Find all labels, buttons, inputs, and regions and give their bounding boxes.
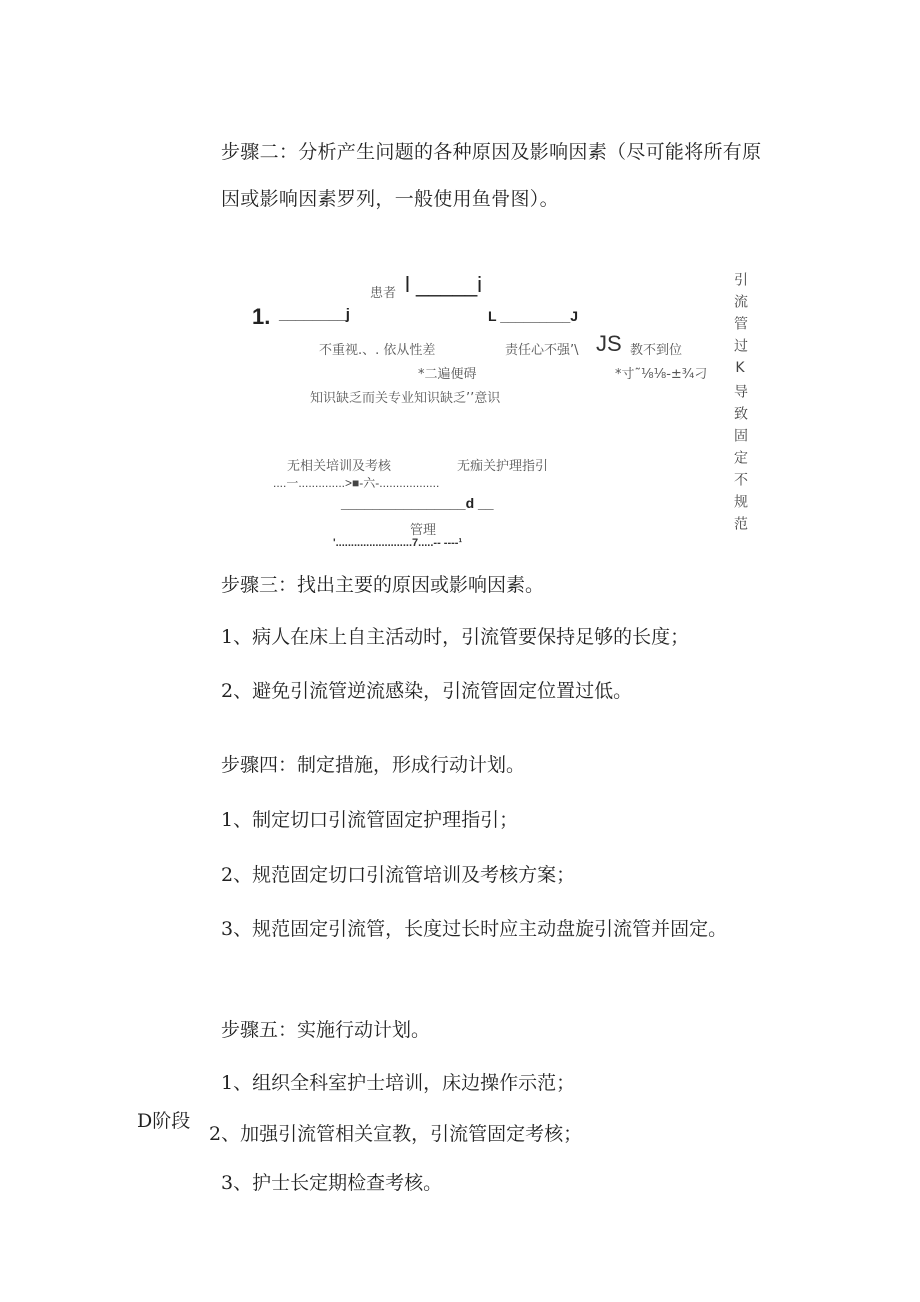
fishbone-cause-education: 教不到位 xyxy=(630,343,683,358)
fishbone-cause-not-valued: 不重视.、. 依从性差 xyxy=(319,343,436,358)
fishbone-spine-dotted-line: ....一..............>■-六-.................. xyxy=(273,476,440,490)
fishbone-category-management: 管理 xyxy=(410,523,437,538)
fishbone-branch-line-bottom: ________________d __ xyxy=(341,495,494,511)
step5-item-3: 3、护士长定期检查考核。 xyxy=(221,1172,443,1194)
fishbone-number-one: 1. xyxy=(252,304,271,329)
step5-item-2: 2、加强引流管相关宣教，引流管固定考核； xyxy=(209,1123,583,1145)
fishbone-branch-line-left: ________j xyxy=(279,306,350,323)
fishbone-cause-barrier: *二遍便碍 xyxy=(418,367,477,382)
fishbone-cause-no-training: 无相关培训及考核 xyxy=(287,459,392,474)
fishbone-patient-marker: l _____i xyxy=(405,272,483,297)
step4-title: 步骤四：制定措施，形成行动计划。 xyxy=(221,754,526,776)
phase-label-d: D阶段 xyxy=(137,1110,191,1132)
fishbone-patient-label: 患者 xyxy=(370,286,397,301)
step4-item-1: 1、制定切口引流管固定护理指引； xyxy=(221,809,519,831)
step2-text-line2: 因或影响因素罗列，一般使用鱼骨图）。 xyxy=(221,188,559,210)
fishbone-effect-vertical-text: 引流管过K导致固定不规范 xyxy=(732,272,748,538)
step5-title: 步骤五：实施行动计划。 xyxy=(221,1019,431,1041)
step3-title: 步骤三：找出主要的原因或影响因素。 xyxy=(221,574,545,596)
step4-item-3: 3、规范固定引流管，长度过长时应主动盘旋引流管并固定。 xyxy=(221,918,728,940)
fishbone-cause-garbled: *寸˜⅛⅛-±¾刁 xyxy=(615,367,708,382)
fishbone-cause-no-guideline: 无痂关护理指引 xyxy=(457,459,549,474)
fishbone-js-mark: JS xyxy=(596,331,622,356)
step5-item-1: 1、组织全科室护士培训，床边操作示范； xyxy=(221,1072,576,1094)
step4-item-2: 2、规范固定切口引流管培训及考核方案； xyxy=(221,864,576,886)
step3-item-2: 2、避免引流管逆流感染，引流管固定位置过低。 xyxy=(221,680,633,702)
step2-text-line1: 步骤二：分析产生问题的各种原因及影响因素（尽可能将所有原 xyxy=(221,141,762,163)
step3-item-1: 1、病人在床上自主活动时，引流管要保持足够的长度； xyxy=(221,626,690,648)
fishbone-cause-knowledge: 知识缺乏而关专业知识缺乏’’意识 xyxy=(310,391,501,406)
fishbone-cause-responsibility: 责任心不强’\ xyxy=(505,343,579,358)
fishbone-bottom-dotted-line: '.........................7.....-- ----¹ xyxy=(333,537,463,549)
fishbone-branch-line-right: L _________J xyxy=(488,308,579,324)
